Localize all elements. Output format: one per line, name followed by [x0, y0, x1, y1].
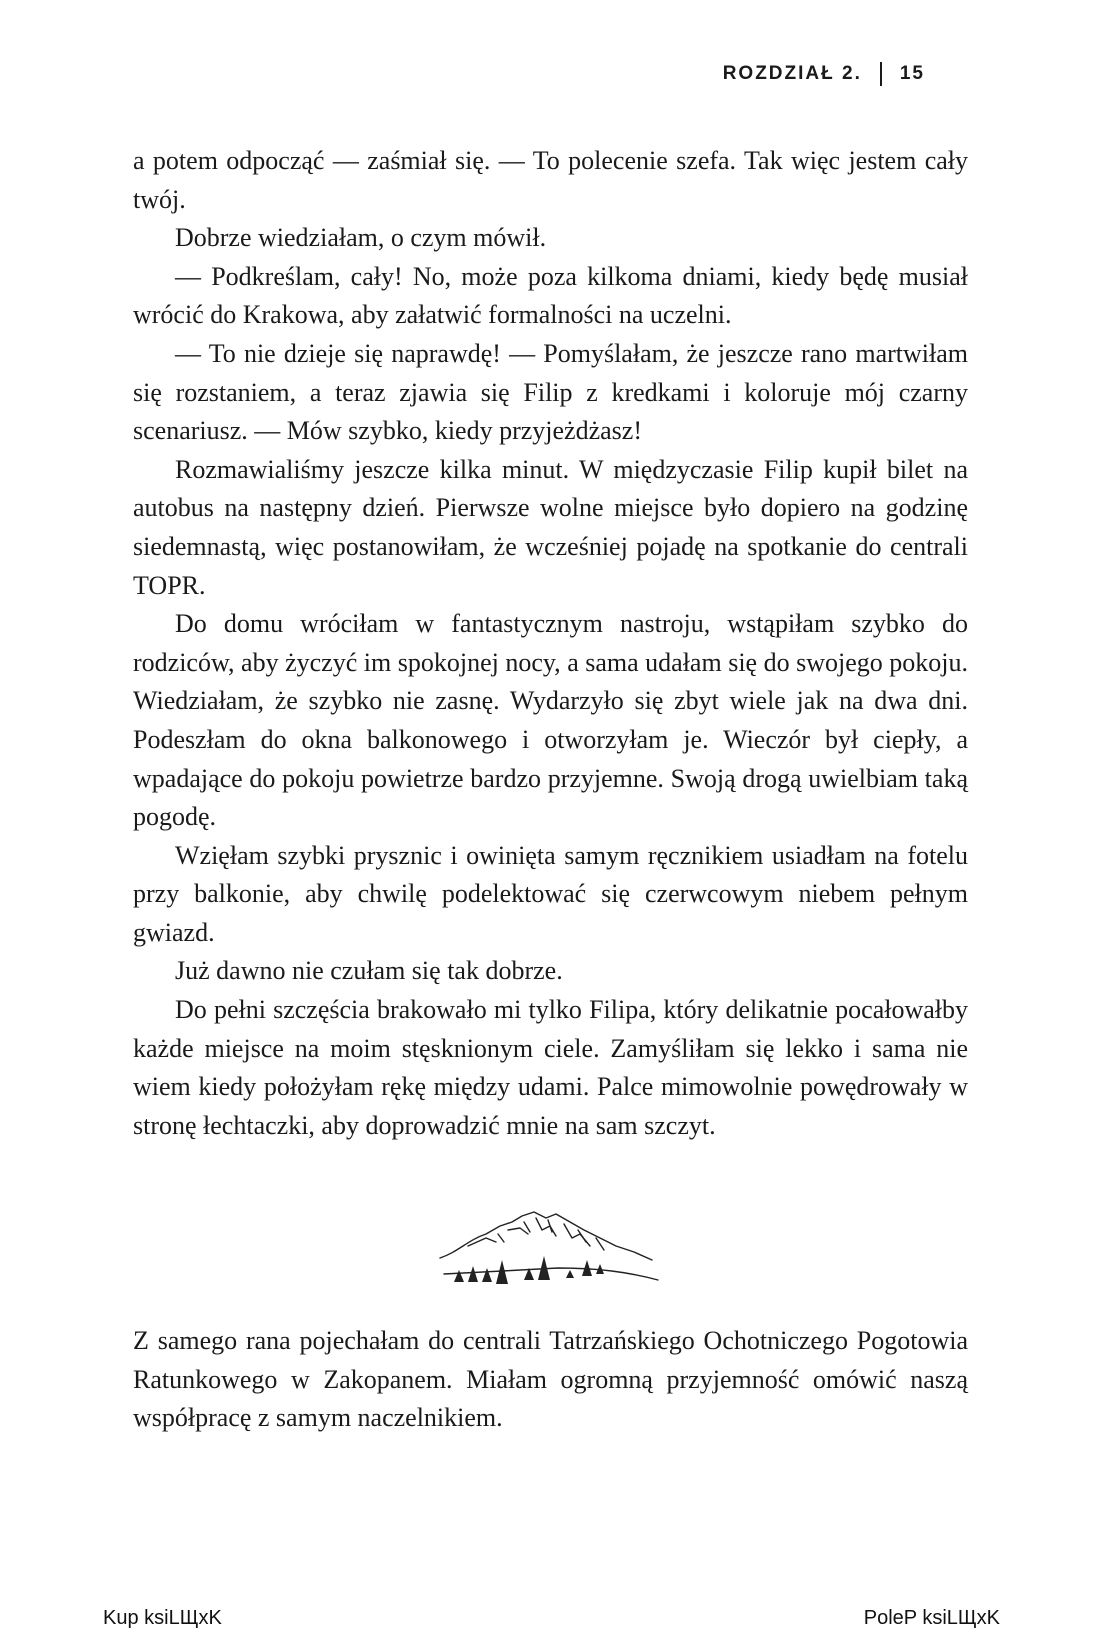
paragraph: Rozmawialiśmy jeszcze kilka minut. W międzyczasie Filip kupił bilet na autobus na następny dzień. Pierwsze wolne miejsce było dopiero na godzinę siedemnastą, więc postanowiłam, że wcześniej pojadę na spotkanie do centrali TOPR. [133, 454, 968, 600]
paragraph: a potem odpocząć — zaśmiał się. — To polecenie szefa. Tak więc jestem cały twój. [133, 146, 968, 214]
section-text [133, 1322, 968, 1438]
paragraph: Już dawno nie czułam się tak dobrze. [175, 956, 563, 986]
paragraph: Do pełni szczęścia brakowało mi tylko Filipa, który delikatnie pocałowałby każde miejsce na moim stęsknionym ciele. Zamyśliłam się lekko i sama nie wiem kiedy położyłam rękę między udami. Palce mimowolnie powędrowały w stronę łechtaczki, aby doprowadzić mnie na sam szczyt. [133, 995, 968, 1140]
header-divider [880, 62, 882, 86]
paragraph: Z samego rana pojechałam do centrali Tatrzańskiego Ochotniczego Pogotowia Ratunkowego w Zakopanem. Miałam ogromną przyjemność omówić naszą współpracę z samym naczelnikiem. [133, 1326, 968, 1433]
footer-left-link[interactable]: Kup ksiLЩxK [103, 1607, 222, 1629]
paragraph: Wzięłam szybki prysznic i owinięta samym ręcznikiem usiadłam na fotelu przy balkonie, aby chwilę podelektować się czerwcowym niebem pełnym gwiazd. [133, 840, 968, 947]
footer-right-link[interactable]: PoleP ksiLЩxK [863, 1607, 1000, 1629]
paragraph: — Podkreślam, cały! No, może poza kilkoma dniami, kiedy będę musiał wrócić do Krakowa, aby załatwić formalności na uczelni. [133, 261, 968, 330]
chapter-title: ROZDZIAŁ 2. [722, 63, 862, 84]
paragraph: — To nie dzieje się naprawdę! — Pomyślałam, że jeszcze rano martwiłam się rozstaniem, a teraz zjawia się Filip z kredkami i koloruje mój czarny scenariusz. — Mów szybko, kiedy przyjeżdżasz! [133, 338, 968, 446]
mountain-range-icon [438, 1208, 660, 1290]
paragraph: Dobrze wiedziałam, o czym mówił. [175, 223, 547, 253]
running-head [723, 62, 925, 86]
page-number: 15 [899, 63, 925, 84]
body-text [133, 142, 968, 1145]
paragraph: Do domu wróciłam w fantastycznym nastroju, wstąpiłam szybko do rodziców, aby życzyć im spokojnej nocy, a sama udałam się do swojego pokoju. Wiedziałam, że szybko nie zasnę. Wydarzyło się zbyt wiele jak na dwa dni. Podeszłam do okna balkonowego i otworzyłam je. Wieczór był ciepły, a wpadające do pokoju powietrze bardzo przyjemne. Swoją drogą uwielbiam taką pogodę. [133, 609, 968, 832]
